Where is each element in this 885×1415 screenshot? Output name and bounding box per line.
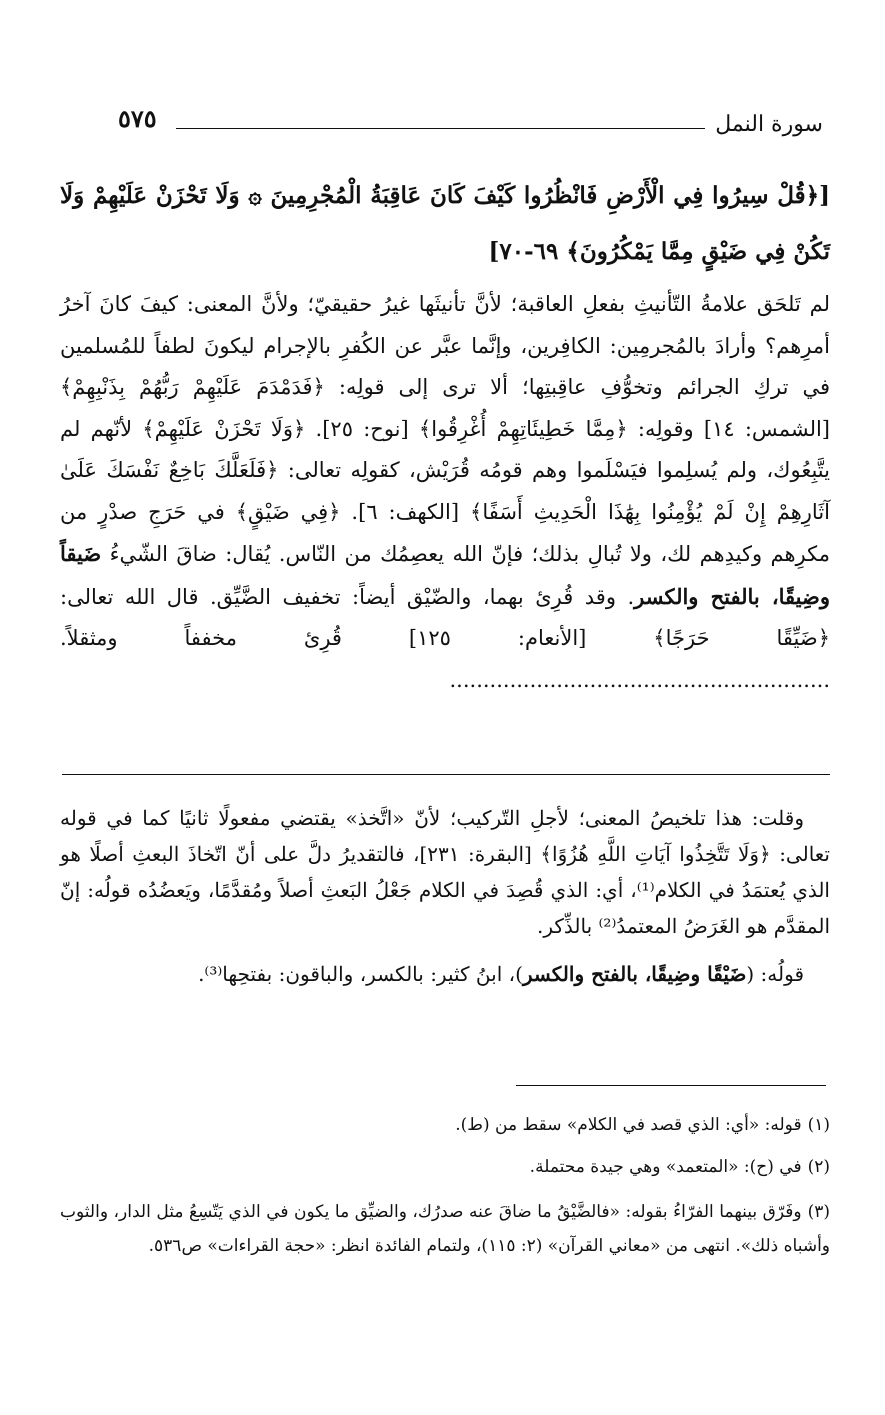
commentary-section xyxy=(60,800,830,992)
footnote-text: وفَرّق بينهما الفرّاءُ بقوله: «فالضَّيْقُ ما ضاقَ عنه صدرُك، والضيِّق ما يكون في الذي يَتّسِعُ مثل الدار، والثوب وأشباه ذلك». انتهى من «معاني القرآن» (٢: ١١٥)، ولتمام الفائدة انظر: «حجة القراءات» ص٥٣٦. xyxy=(60,1202,830,1256)
footnote-3 xyxy=(60,1195,830,1263)
header-rule xyxy=(176,128,705,129)
tafsir-paragraph xyxy=(60,284,830,701)
footnote-number: (١) xyxy=(807,1115,830,1135)
tafsir-text-end: . وقد قُرِئ بهما، والضّيْق أيضاً: تخفيف الضَّيِّق. قال الله تعالى: ﴿ضَيِّقًا حَرَجًا﴾ [الأنعام: ١٢٥] قُرِئ مخففاً ومثقلاً. ......................................................... xyxy=(60,584,830,692)
section-divider xyxy=(62,774,830,775)
commentary-paragraph: وقلت: هذا تلخيصُ المعنى؛ لأجلِ التّركيب؛ لأنّ «اتَّخذ» يقتضي مفعولًا ثانيًا كما في قوله تعالى: ﴿وَلَا تَتَّخِذُوا آيَاتِ اللَّهِ هُزُوًا﴾ [البقرة: ٢٣١]، فالتقديرُ دلَّ على أنّ اتّخاذَ البعثِ أصلًا هو الذي يُعتمَدُ في الكلام⁽¹⁾، أي: الذي قُصِدَ في الكلام جَعْلُ البَعثِ أصلاً ومُقدَّمًا، ويَعضُدُه قولُه: إنّ المقدَّم هو الغَرَضُ المعتمدُ⁽²⁾ بالذِّكر. xyxy=(60,806,830,938)
surah-title: سورة النمل xyxy=(715,112,823,137)
footnote-1 xyxy=(60,1108,830,1142)
quote-end: )، ابنُ كثير: بالكسر، والباقون: بفتحِها⁽³⁾. xyxy=(198,962,523,986)
commentary-quote-paragraph xyxy=(60,956,830,992)
page-header xyxy=(118,104,823,144)
tafsir-text: لم تَلحَق علامةُ التّأنيثِ بفعلِ العاقبة؛ لأنَّ تأنيثَها غيرُ حقيقيّ؛ ولأنَّ المعنى: كيفَ كانَ آخرُ أمرِهم؟ وأرادَ بالمُجرمِين: الكافِرين، وإنَّما عبَّر عن الكُفرِ بالإجرام ليكونَ لطفاً للمُسلمين في تركِ الجرائم وتخوُّفِ عاقِبتِها؛ ألا ترى إلى قولِه: ﴿فَدَمْدَمَ عَلَيْهِمْ رَبُّهُمْ بِذَنْبِهِمْ﴾ [الشمس: ١٤] وقولِه: ﴿مِمَّا خَطِيئَاتِهِمْ أُغْرِقُوا﴾ [نوح: ٢٥]. ﴿وَلَا تَحْزَنْ عَلَيْهِمْ﴾ لأنّهم لم يتَّبِعُوك، ولم يُسلِموا فيَسْلَموا وهم قومُه قُرَيْش، كقولِه تعالى: ﴿فَلَعَلَّكَ بَاخِعٌ نَفْسَكَ عَلَىٰ آثَارِهِمْ إِنْ لَمْ يُؤْمِنُوا بِهَٰذَا الْحَدِيثِ أَسَفًا﴾ [الكهف: ٦]. ﴿فِي ضَيْقٍ﴾ في حَرَجِ صدْرٍ من مكرِهم وكيدِهم لك، ولا تُبالِ بذلك؛ فإنّ الله يعصِمُك من النّاس. يُقال: ضاقَ الشّيءُ xyxy=(60,292,830,566)
footnote-divider xyxy=(516,1085,826,1086)
quote-start: قولُه: ( xyxy=(746,962,804,986)
quote-bold: ضَيْقًا وضِيقًا، بالفتح والكسر xyxy=(522,962,747,986)
footnote-2 xyxy=(60,1150,830,1184)
footnote-number: (٢) xyxy=(807,1157,830,1177)
tafsir-bold-phrase: ضَيقاً وضِيقًا، بالفتح والكسر xyxy=(60,541,830,609)
footnote-text: قوله: «أي: الذي قصد في الكلام» سقط من (ط). xyxy=(455,1115,802,1135)
footnote-text: في (ح): «المتعمد» وهي جيدة محتملة. xyxy=(529,1157,802,1177)
page-number: ٥٧٥ xyxy=(118,104,157,133)
quran-verse: [﴿قُلْ سِيرُوا فِي الْأَرْضِ فَانْظُرُوا كَيْفَ كَانَ عَاقِبَةُ الْمُجْرِمِينَ ۞ وَلَا تَحْزَنْ عَلَيْهِمْ وَلَا تَكُنْ فِي ضَيْقٍ مِمَّا يَمْكُرُونَ﴾ ٦٩-٧٠] xyxy=(60,182,831,265)
footnote-number: (٣) xyxy=(807,1202,830,1222)
